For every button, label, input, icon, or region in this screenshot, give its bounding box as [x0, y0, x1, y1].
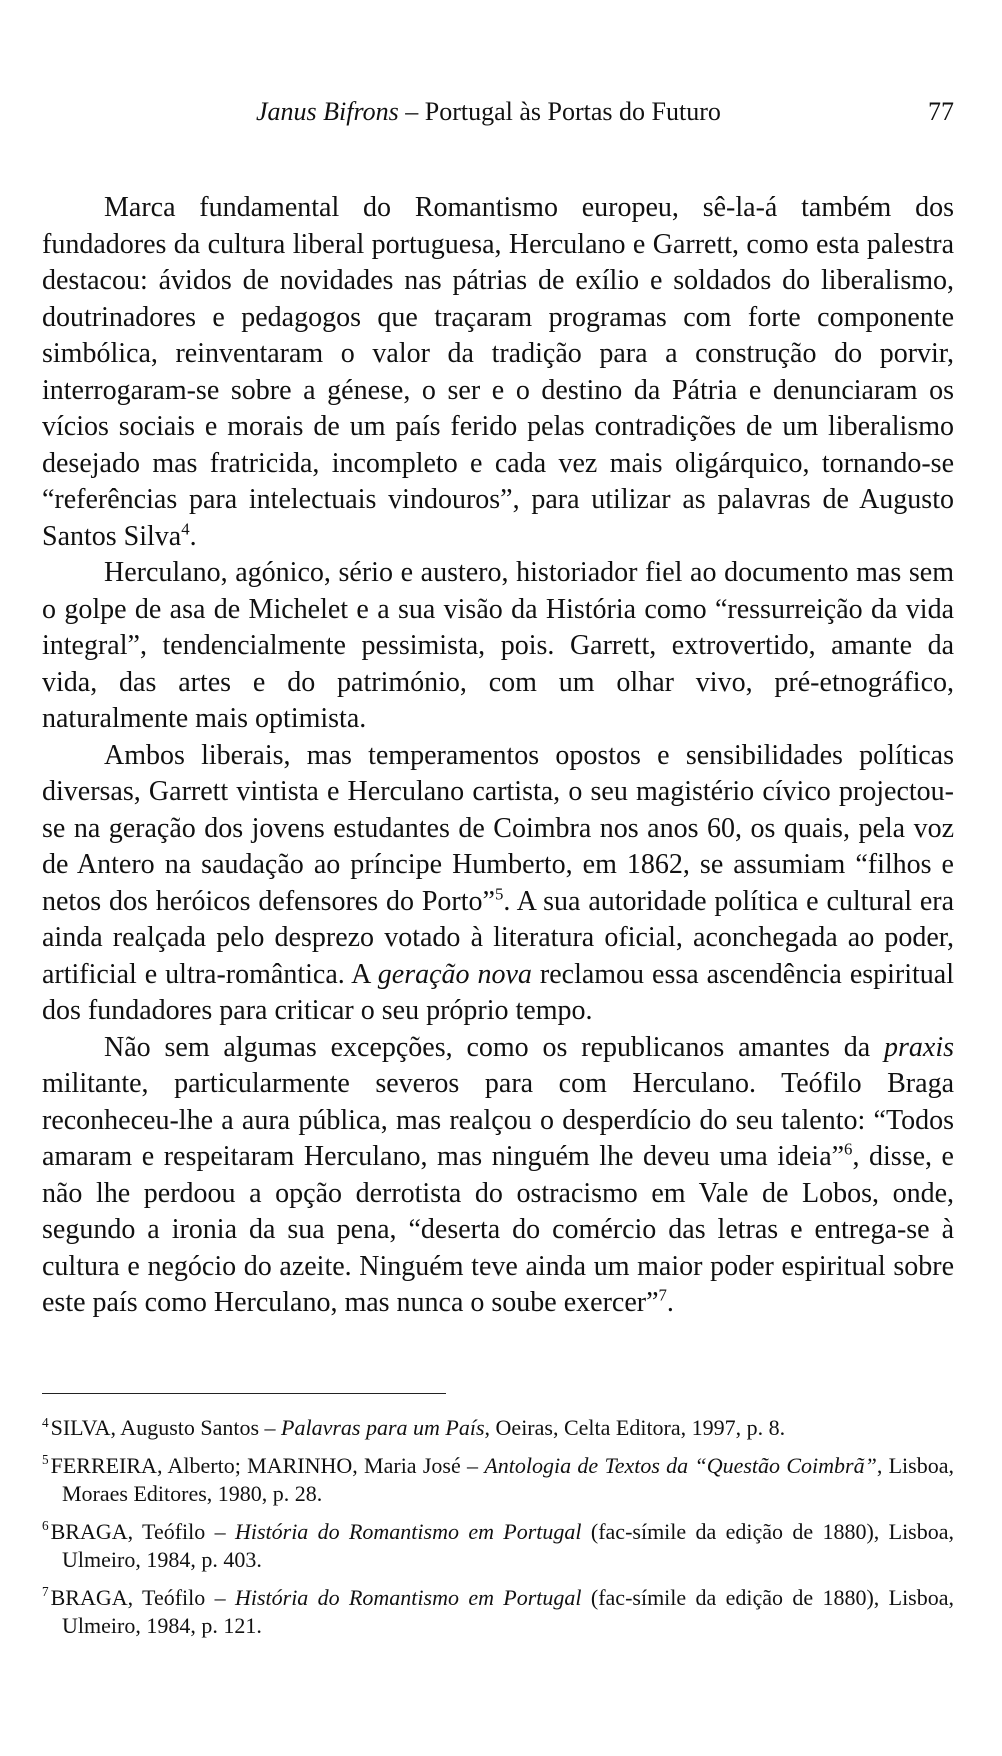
- footnote-author: SILVA, Augusto Santos –: [50, 1415, 282, 1440]
- paragraph-3-text-a: Ambos liberais, mas temperamentos opostos e sensibilidades políticas diversas, Garrett vintista e Herculano cartista, o seu magistério cívico projectou-se na geração dos jovens estudantes de Coimbra nos anos 60, os quais, pela voz de Antero na saudação ao príncipe Humberto, em 1862, se assumiam “filhos e netos dos heróicos defensores do Porto”: [42, 739, 954, 917]
- footnote-4: [42, 1414, 954, 1443]
- footnote-title: História do Romantismo em Portugal: [234, 1518, 582, 1544]
- footnote-author: FERREIRA, Alberto; MARINHO, Maria José –: [50, 1452, 485, 1478]
- footnote-ref-6[interactable]: 6: [844, 1139, 853, 1159]
- paragraph-4-italic: praxis: [884, 1031, 954, 1063]
- footnotes: [42, 1414, 954, 1650]
- paragraph-2: [42, 555, 954, 738]
- body-text: [42, 190, 954, 1322]
- footnote-number: 7: [42, 1584, 49, 1600]
- footnote-ref-4[interactable]: 4: [181, 519, 190, 539]
- footnote-author: BRAGA, Teófilo –: [50, 1518, 235, 1544]
- paragraph-1-text: Marca fundamental do Romantismo europeu, sê-la-á também dos fundadores da cultura liberal portuguesa, Herculano e Garrett, como esta palestra destacou: ávidos de novidades nas pátrias de exílio e soldados do liberalismo, doutrinadores e pedagogos que traçaram programas com forte componente simbólica, reinventaram o valor da tradição para a construção do porvir, interrogaram-se sobre a génese, o ser e o destino da Pátria e denunciaram os vícios sociais e morais de um país ferido pelas contradições de um liberalismo desejado mas fratricida, incompleto e cada vez mais oligárquico, tornando-se “referências para intelectuais vindouros”, para utilizar as palavras de Augusto Santos Silva: [42, 192, 954, 552]
- paragraph-1-end: .: [189, 520, 197, 552]
- paragraph-3: [42, 738, 954, 1030]
- paragraph-4-text-c: , disse, e não lhe perdoou a opção derrotista do ostracismo em Vale de Lobos, onde, segundo a ironia da sua pena, “deserta do comércio das letras e entrega-se à cultura e negócio do azeite. Ninguém teve ainda um maior poder espiritual sobre este país como Herculano, mas nunca o soube exercer”: [42, 1141, 954, 1318]
- paragraph-2-text: Herculano, agónico, sério e austero, historiador fiel ao documento mas sem o golpe de asa de Michelet e a sua visão da História como “ressurreição da vida integral”, tendencialmente pessimista, pois. Garrett, extrovertido, amante da vida, das artes e do património, com um olhar vivo, pré-etnográfico, naturalmente mais optimista.: [42, 557, 954, 734]
- footnote-title: Palavras para um País: [281, 1415, 485, 1440]
- page-number: 77: [928, 97, 954, 126]
- footnote-author: BRAGA, Teófilo –: [50, 1584, 235, 1610]
- footnote-5: [42, 1452, 954, 1509]
- paragraph-3-italic: geração nova: [377, 958, 532, 990]
- footnote-title: História do Romantismo em Portugal: [234, 1584, 582, 1610]
- paragraph-4-end: .: [666, 1287, 674, 1318]
- running-title-italic: Janus Bifrons: [256, 97, 399, 126]
- footnote-ref-5[interactable]: 5: [494, 884, 504, 904]
- paragraph-4-text-b: militante, particularmente severos para com Herculano. Teófilo Braga reconheceu-lhe a aura pública, mas realçou o desperdício do seu talento: “Todos amaram e respeitaram Herculano, mas ninguém lhe deveu uma ideia”: [42, 1068, 954, 1172]
- paragraph-4-text-a: Não sem algumas excepções, como os republicanos amantes da: [104, 1031, 884, 1063]
- paragraph-1: [42, 190, 954, 555]
- footnote-6: [42, 1518, 954, 1575]
- paragraph-3-text-b: . A sua autoridade política e cultural era ainda realçada pelo desprezo votado à literatura oficial, aconchegada ao poder, artificial e ultra-romântica. A: [42, 885, 954, 990]
- footnote-title: Antologia de Textos da “Questão Coimbrã”: [484, 1452, 877, 1478]
- footnote-details: (fac-símile da edição de 1880), Lisboa, Ulmeiro, 1984, p. 403.: [62, 1518, 955, 1572]
- footnote-details: (fac-símile da edição de 1880), Lisboa, Ulmeiro, 1984, p. 121.: [62, 1584, 955, 1638]
- footnote-details: , Lisboa, Moraes Editores, 1980, p. 28.: [62, 1452, 954, 1506]
- footnote-number: 5: [42, 1452, 49, 1468]
- paragraph-4: [42, 1030, 954, 1322]
- footnote-divider: [42, 1393, 446, 1394]
- footnote-number: 4: [42, 1414, 49, 1430]
- footnote-7: [42, 1584, 954, 1641]
- running-title: [256, 96, 721, 128]
- paragraph-3-text-c: reclamou essa ascendência espiritual dos fundadores para criticar o seu próprio tempo.: [42, 958, 955, 1026]
- footnote-number: 6: [42, 1518, 49, 1534]
- running-title-rest: – Portugal às Portas do Futuro: [398, 97, 721, 126]
- footnote-details: , Oeiras, Celta Editora, 1997, p. 8.: [484, 1415, 786, 1440]
- footnote-ref-7[interactable]: 7: [658, 1285, 667, 1305]
